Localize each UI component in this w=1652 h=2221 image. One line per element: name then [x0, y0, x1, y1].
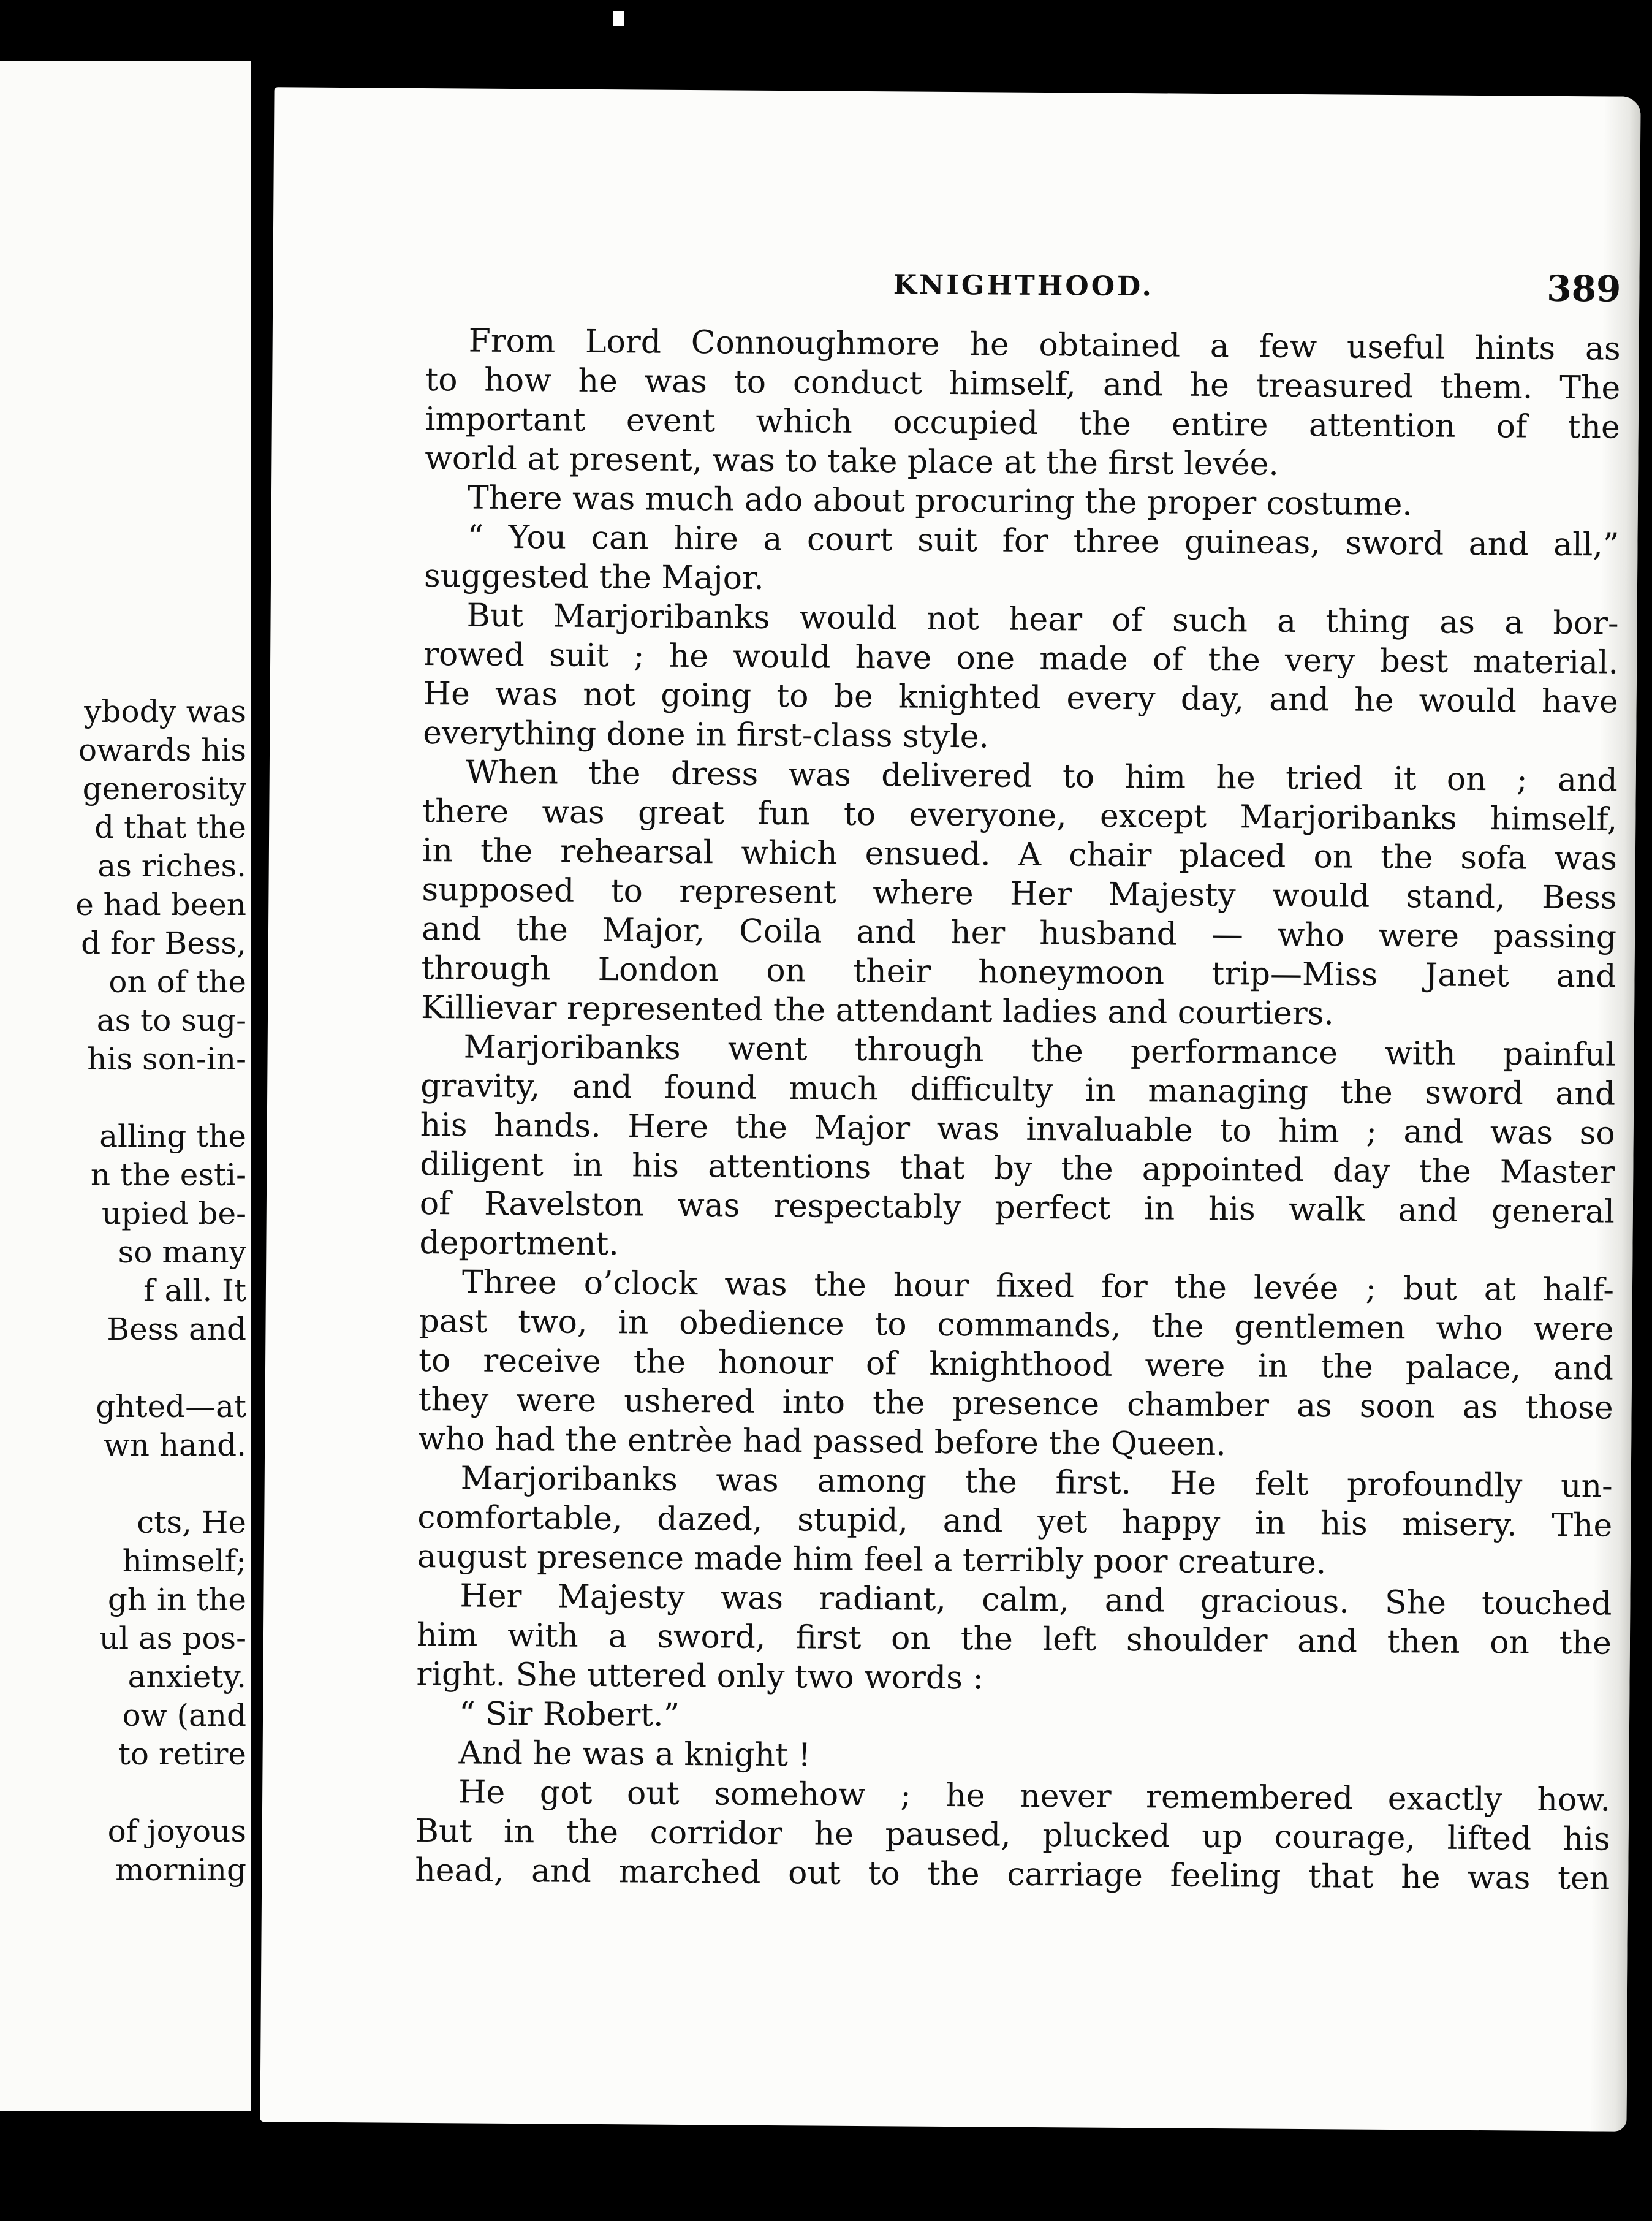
body-line: diligent in his attentions that by the appointed day the Master — [420, 1145, 1615, 1191]
body-line: Three o’clock was the hour fixed for the levée ; but at half- — [461, 1264, 1615, 1309]
body-line: through London on their honeymoon trip—Miss Janet and — [421, 949, 1616, 995]
left-page-line: cts, He — [137, 1505, 246, 1540]
running-head-title: KNIGHTHOOD. — [893, 269, 1154, 303]
body-line: head, and marched out to the carriage feeling that he was ten — [415, 1851, 1610, 1897]
body-line: world at present, was to take place at the first levée. — [425, 439, 1279, 483]
left-page-line: morning — [115, 1852, 246, 1888]
left-page-line: e had been — [75, 887, 246, 922]
left-page-line: to retire — [118, 1736, 246, 1772]
body-line: in the rehearsal which ensued. A chair placed on the sofa was — [422, 832, 1618, 878]
body-line: And he was a knight ! — [458, 1734, 811, 1774]
left-page-line: so many — [118, 1234, 246, 1270]
body-line: suggested the Major. — [423, 557, 764, 597]
left-page-line: on of the — [108, 964, 246, 1000]
right-page — [260, 87, 1640, 2131]
body-line: and the Major, Coila and her husband — who were passing — [421, 910, 1617, 956]
left-page-line — [0, 1079, 251, 1117]
scan-speck — [613, 11, 624, 26]
left-page-line: d for Bess, — [81, 925, 246, 961]
body-line: everything done in first-class style. — [423, 714, 990, 756]
body-line: There was much ado about procuring the proper costume. — [467, 479, 1413, 523]
left-page-line: Bess and — [107, 1312, 246, 1347]
left-page-line: of joyous — [107, 1813, 246, 1849]
body-line: to receive the honour of knighthood were in the palace, and — [418, 1342, 1614, 1388]
body-line: Her Majesty was radiant, calm, and gracious. She touched — [460, 1577, 1612, 1623]
body-line: When the dress was delivered to him he tried it on ; and — [465, 754, 1618, 799]
left-page-line — [0, 1349, 251, 1388]
left-page-line: as to sug- — [96, 1003, 246, 1038]
left-page-line: f all. It — [143, 1273, 246, 1308]
body-line: supposed to represent where Her Majesty would stand, Bess — [422, 871, 1617, 917]
body-line: He was not going to be knighted every day, and he would have — [423, 675, 1618, 721]
left-page-line — [0, 1774, 251, 1812]
body-line: Marjoribanks went through the performance with painful — [463, 1028, 1616, 1074]
body-line: Killievar represented the attendant ladies and courtiers. — [420, 989, 1335, 1033]
left-page-line: ghted—at — [96, 1389, 246, 1424]
body-line: of Ravelston was respectably perfect in his walk and general — [419, 1185, 1615, 1231]
left-page-line: upied be- — [101, 1196, 246, 1231]
left-page-line: himself; — [122, 1543, 246, 1579]
left-page-line — [0, 1465, 251, 1503]
body-line: comfortable, dazed, stupid, and yet happy in his misery. The — [417, 1498, 1613, 1544]
body-line: him with a sword, first on the left shoulder and then on the — [416, 1616, 1612, 1662]
left-page-line: n the esti- — [90, 1157, 246, 1193]
left-page-line: owards his — [78, 732, 246, 768]
body-line: But Marjoribanks would not hear of such a thing as a bor- — [466, 597, 1619, 642]
left-page-line: wn hand. — [103, 1427, 246, 1463]
left-page-line: ul as pos- — [99, 1620, 246, 1656]
body-line: But in the corridor he paused, plucked up courage, lifted his — [415, 1812, 1610, 1858]
body-line: to how he was to conduct himself, and he treasured them. The — [425, 361, 1621, 407]
left-page-line: ybody was — [84, 694, 246, 729]
left-page-line: gh in the — [107, 1582, 246, 1617]
body-line: past two, in obedience to commands, the gentlemen who were — [419, 1302, 1614, 1348]
body-line: august presence made him feel a terribly poor creature. — [417, 1538, 1327, 1582]
left-page-line: anxiety. — [127, 1659, 246, 1695]
body-line: rowed suit ; he would have one made of the very best material. — [423, 636, 1619, 681]
left-page-line: generosity — [82, 771, 246, 807]
left-page-text — [0, 693, 251, 1889]
body-line: gravity, and found much difficulty in managing the sword and — [420, 1067, 1616, 1113]
body-line: right. She uttered only two words : — [416, 1655, 984, 1697]
body-line: important event which occupied the entire attention of the — [425, 400, 1621, 446]
page-number: 389 — [1547, 267, 1621, 310]
body-line: there was great fun to everyone, except Marjoribanks himself, — [422, 792, 1618, 838]
body-line: He got out somehow ; he never remembered exactly how. — [458, 1774, 1611, 1819]
body-line: From Lord Connoughmore he obtained a few useful hints as — [468, 322, 1621, 368]
left-page-line: alling the — [99, 1118, 246, 1154]
body-line: they were ushered into the presence chamber as soon as those — [418, 1381, 1613, 1427]
left-page-line: d that the — [94, 810, 246, 845]
left-page-line: his son-in- — [87, 1041, 246, 1077]
body-text — [415, 321, 1621, 1899]
left-page-line: as riches. — [97, 848, 246, 884]
body-line: his hands. Here the Major was invaluable to him ; and was so — [420, 1106, 1615, 1152]
body-line: deportment. — [419, 1224, 620, 1263]
body-line: who had the entrèe had passed before the Queen. — [418, 1420, 1227, 1464]
running-head — [426, 260, 1621, 311]
body-line: Marjoribanks was among the first. He felt profoundly un- — [460, 1460, 1613, 1505]
left-page-line: ow (and — [122, 1698, 246, 1733]
body-line: “ Sir Robert.” — [458, 1695, 680, 1734]
left-page-fragment — [0, 61, 251, 2111]
body-line: “ You can hire a court suit for three guineas, sword and all,” — [467, 518, 1620, 564]
